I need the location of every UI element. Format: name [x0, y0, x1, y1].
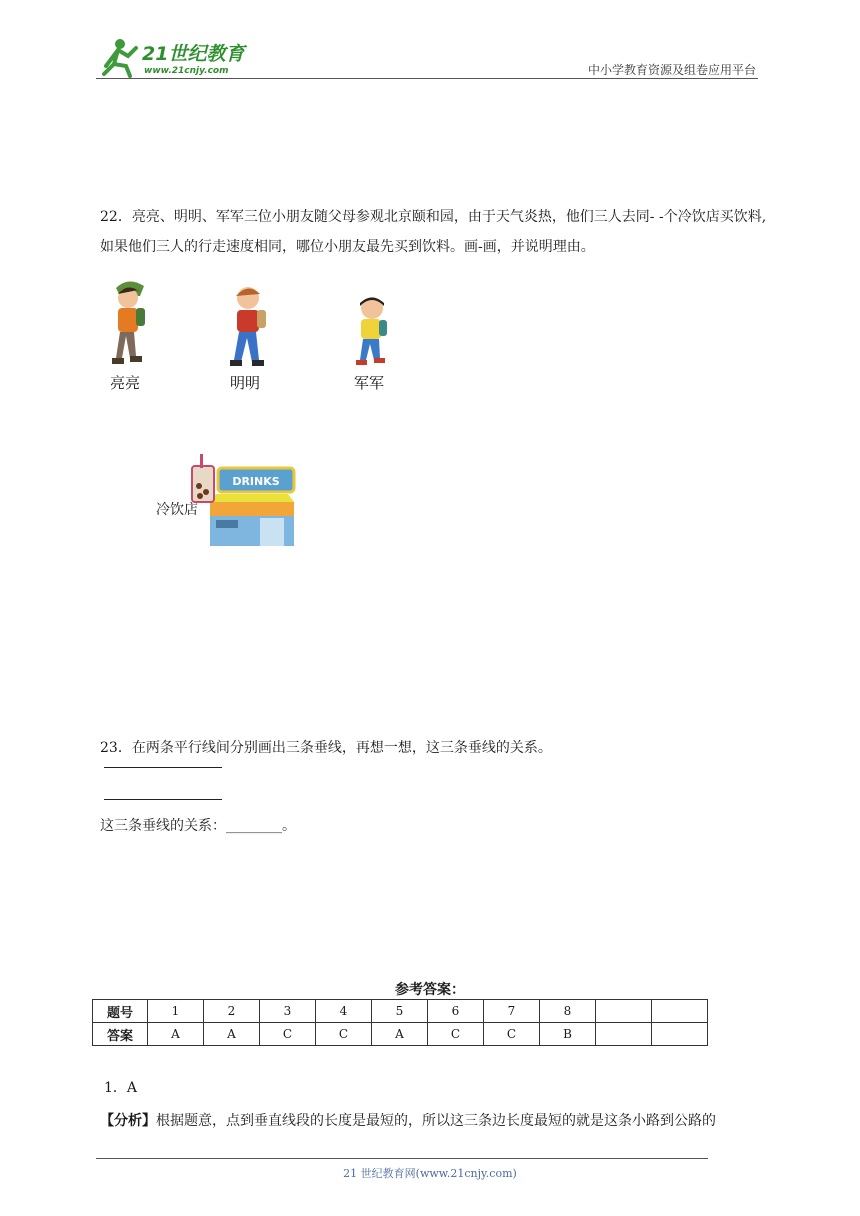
table-cell: 2: [204, 1000, 260, 1023]
table-cell: [596, 1023, 652, 1046]
kid-label-mingming: 明明: [230, 374, 261, 392]
answer-table: [92, 999, 708, 1046]
table-cell: 6: [428, 1000, 484, 1023]
shop-label: 冷饮店: [156, 502, 198, 518]
table-cell: [652, 1023, 708, 1046]
table-cell: A: [148, 1023, 204, 1046]
kid-label-junjun: 军军: [354, 374, 385, 392]
answer-key-title: 参考答案：: [395, 982, 465, 998]
analysis-text: 根据题意，点到垂直线段的长度是最短的，所以这三条边长度最短的就是这条小路到公路的: [156, 1113, 716, 1129]
kid-junjun-figure: [350, 294, 394, 374]
shop-sign-text: DRINKS: [232, 475, 280, 488]
answer-1-line: 1．A: [104, 1080, 138, 1096]
table-cell: 4: [316, 1000, 372, 1023]
relation-blank: 这三条垂线的关系：________。: [100, 818, 296, 834]
parallel-line-bottom: [104, 799, 222, 800]
kid-mingming-figure: [226, 282, 274, 376]
table-cell: [596, 1000, 652, 1023]
analysis-tag: 【分析】: [100, 1113, 156, 1129]
parallel-line-top: [104, 767, 222, 768]
table-cell: A: [204, 1023, 260, 1046]
table-cell: [652, 1000, 708, 1023]
table-cell: 8: [540, 1000, 596, 1023]
drinks-shop-illustration: [188, 454, 304, 552]
table-cell: C: [428, 1023, 484, 1046]
table-cell: C: [316, 1023, 372, 1046]
question-23-text: 23．在两条平行线间分别画出三条垂线，再想一想，这三条垂线的关系。: [100, 740, 552, 756]
table-cell: 5: [372, 1000, 428, 1023]
table-cell: A: [372, 1023, 428, 1046]
table-cell: B: [540, 1023, 596, 1046]
analysis-paragraph: [100, 1110, 716, 1130]
header-divider: [96, 78, 758, 79]
site-logo: [96, 36, 261, 78]
table-head-number: 题号: [93, 1000, 148, 1023]
table-row: [93, 1023, 708, 1046]
table-cell: C: [484, 1023, 540, 1046]
question-22-text: 22．亮亮、明明、军军三位小朋友随父母参观北京颐和园，由于天气炎热，他们三人去同- -个冷饮店买饮料,如果他们三人的行走速度相同，哪位小朋友最先买到饮料。画-画，并说明理由。: [100, 209, 767, 255]
table-cell: 3: [260, 1000, 316, 1023]
table-cell: C: [260, 1023, 316, 1046]
footer-text: 21 世纪教育网(www.21cnjy.com): [343, 1167, 517, 1180]
runner-icon: [104, 39, 136, 76]
table-head-answer: 答案: [93, 1023, 148, 1046]
kid-liangliang-figure: [106, 278, 154, 374]
table-cell: 7: [484, 1000, 540, 1023]
logo-text: 21世纪教育: [142, 43, 245, 65]
logo-url: www.21cnjy.com: [144, 66, 229, 76]
platform-name: 中小学教育资源及组卷应用平台: [587, 63, 756, 77]
kid-label-liangliang: 亮亮: [110, 374, 141, 392]
footer-divider: [96, 1158, 708, 1159]
table-cell: 1: [148, 1000, 204, 1023]
table-row: [93, 1000, 708, 1023]
